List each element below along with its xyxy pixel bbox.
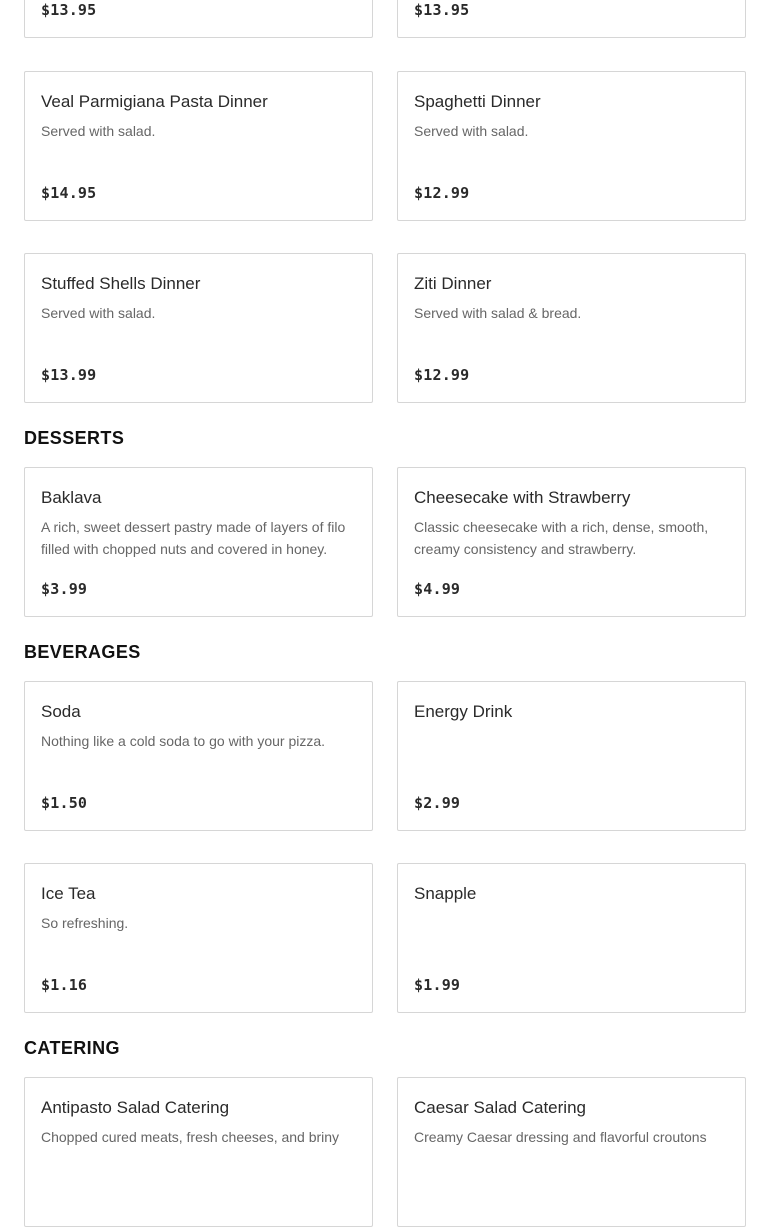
item-name: Veal Parmigiana Pasta Dinner bbox=[41, 92, 268, 111]
menu-item-card[interactable] bbox=[24, 863, 373, 1013]
item-price: $13.99 bbox=[41, 366, 97, 384]
item-description: So refreshing. bbox=[41, 915, 129, 931]
item-name: Caesar Salad Catering bbox=[414, 1098, 586, 1117]
menu-item-card[interactable] bbox=[24, 0, 373, 38]
item-name: Baklava bbox=[41, 488, 102, 507]
item-price: $1.16 bbox=[41, 976, 88, 994]
menu-item-card[interactable] bbox=[24, 1077, 373, 1227]
item-price: $4.99 bbox=[414, 580, 461, 598]
item-description: Served with salad & bread. bbox=[414, 305, 582, 321]
item-description: Chopped cured meats, fresh cheeses, and briny bbox=[41, 1129, 340, 1145]
menu-item-card[interactable] bbox=[397, 71, 746, 221]
menu-item-card[interactable] bbox=[24, 71, 373, 221]
menu-item-card[interactable] bbox=[24, 681, 373, 831]
item-name: Soda bbox=[41, 702, 81, 721]
item-name: Ice Tea bbox=[41, 884, 96, 903]
item-description: Served with salad. bbox=[41, 305, 156, 321]
section-title-desserts: DESSERTS bbox=[24, 428, 125, 448]
item-price: $3.99 bbox=[41, 580, 88, 598]
section-title-beverages: BEVERAGES bbox=[24, 642, 141, 662]
item-price: $13.95 bbox=[41, 1, 97, 19]
item-name: Stuffed Shells Dinner bbox=[41, 274, 201, 293]
item-price: $1.50 bbox=[41, 794, 88, 812]
item-name: Antipasto Salad Catering bbox=[41, 1098, 230, 1117]
item-description: Served with salad. bbox=[414, 123, 529, 139]
menu-item-card[interactable] bbox=[24, 467, 373, 617]
menu-item-card[interactable] bbox=[397, 863, 746, 1013]
menu-item-card[interactable] bbox=[397, 1077, 746, 1227]
item-price: $1.99 bbox=[414, 976, 461, 994]
item-price: $13.95 bbox=[414, 1, 470, 19]
item-description: Served with salad. bbox=[41, 123, 156, 139]
item-name: Cheesecake with Strawberry bbox=[414, 488, 631, 507]
menu-item-card[interactable] bbox=[397, 467, 746, 617]
item-description: Creamy Caesar dressing and flavorful croutons bbox=[414, 1129, 707, 1145]
item-price: $14.95 bbox=[41, 184, 97, 202]
item-name: Ziti Dinner bbox=[414, 274, 492, 293]
item-name: Energy Drink bbox=[414, 702, 513, 721]
menu-item-card[interactable] bbox=[397, 253, 746, 403]
item-description: Nothing like a cold soda to go with your pizza. bbox=[41, 733, 326, 749]
menu-item-card[interactable] bbox=[24, 253, 373, 403]
menu-item-card[interactable] bbox=[397, 0, 746, 38]
section-title-catering: CATERING bbox=[24, 1038, 120, 1058]
menu-item-card[interactable] bbox=[397, 681, 746, 831]
item-description: A rich, sweet dessert pastry made of layers of filo filled with chopped nuts and covered in honey. bbox=[41, 519, 346, 557]
item-price: $12.99 bbox=[414, 184, 470, 202]
item-name: Spaghetti Dinner bbox=[414, 92, 541, 111]
item-description: Classic cheesecake with a rich, dense, smooth, creamy consistency and strawberry. bbox=[414, 519, 709, 557]
item-price: $12.99 bbox=[414, 366, 470, 384]
item-name: Snapple bbox=[414, 884, 477, 903]
item-price: $2.99 bbox=[414, 794, 461, 812]
